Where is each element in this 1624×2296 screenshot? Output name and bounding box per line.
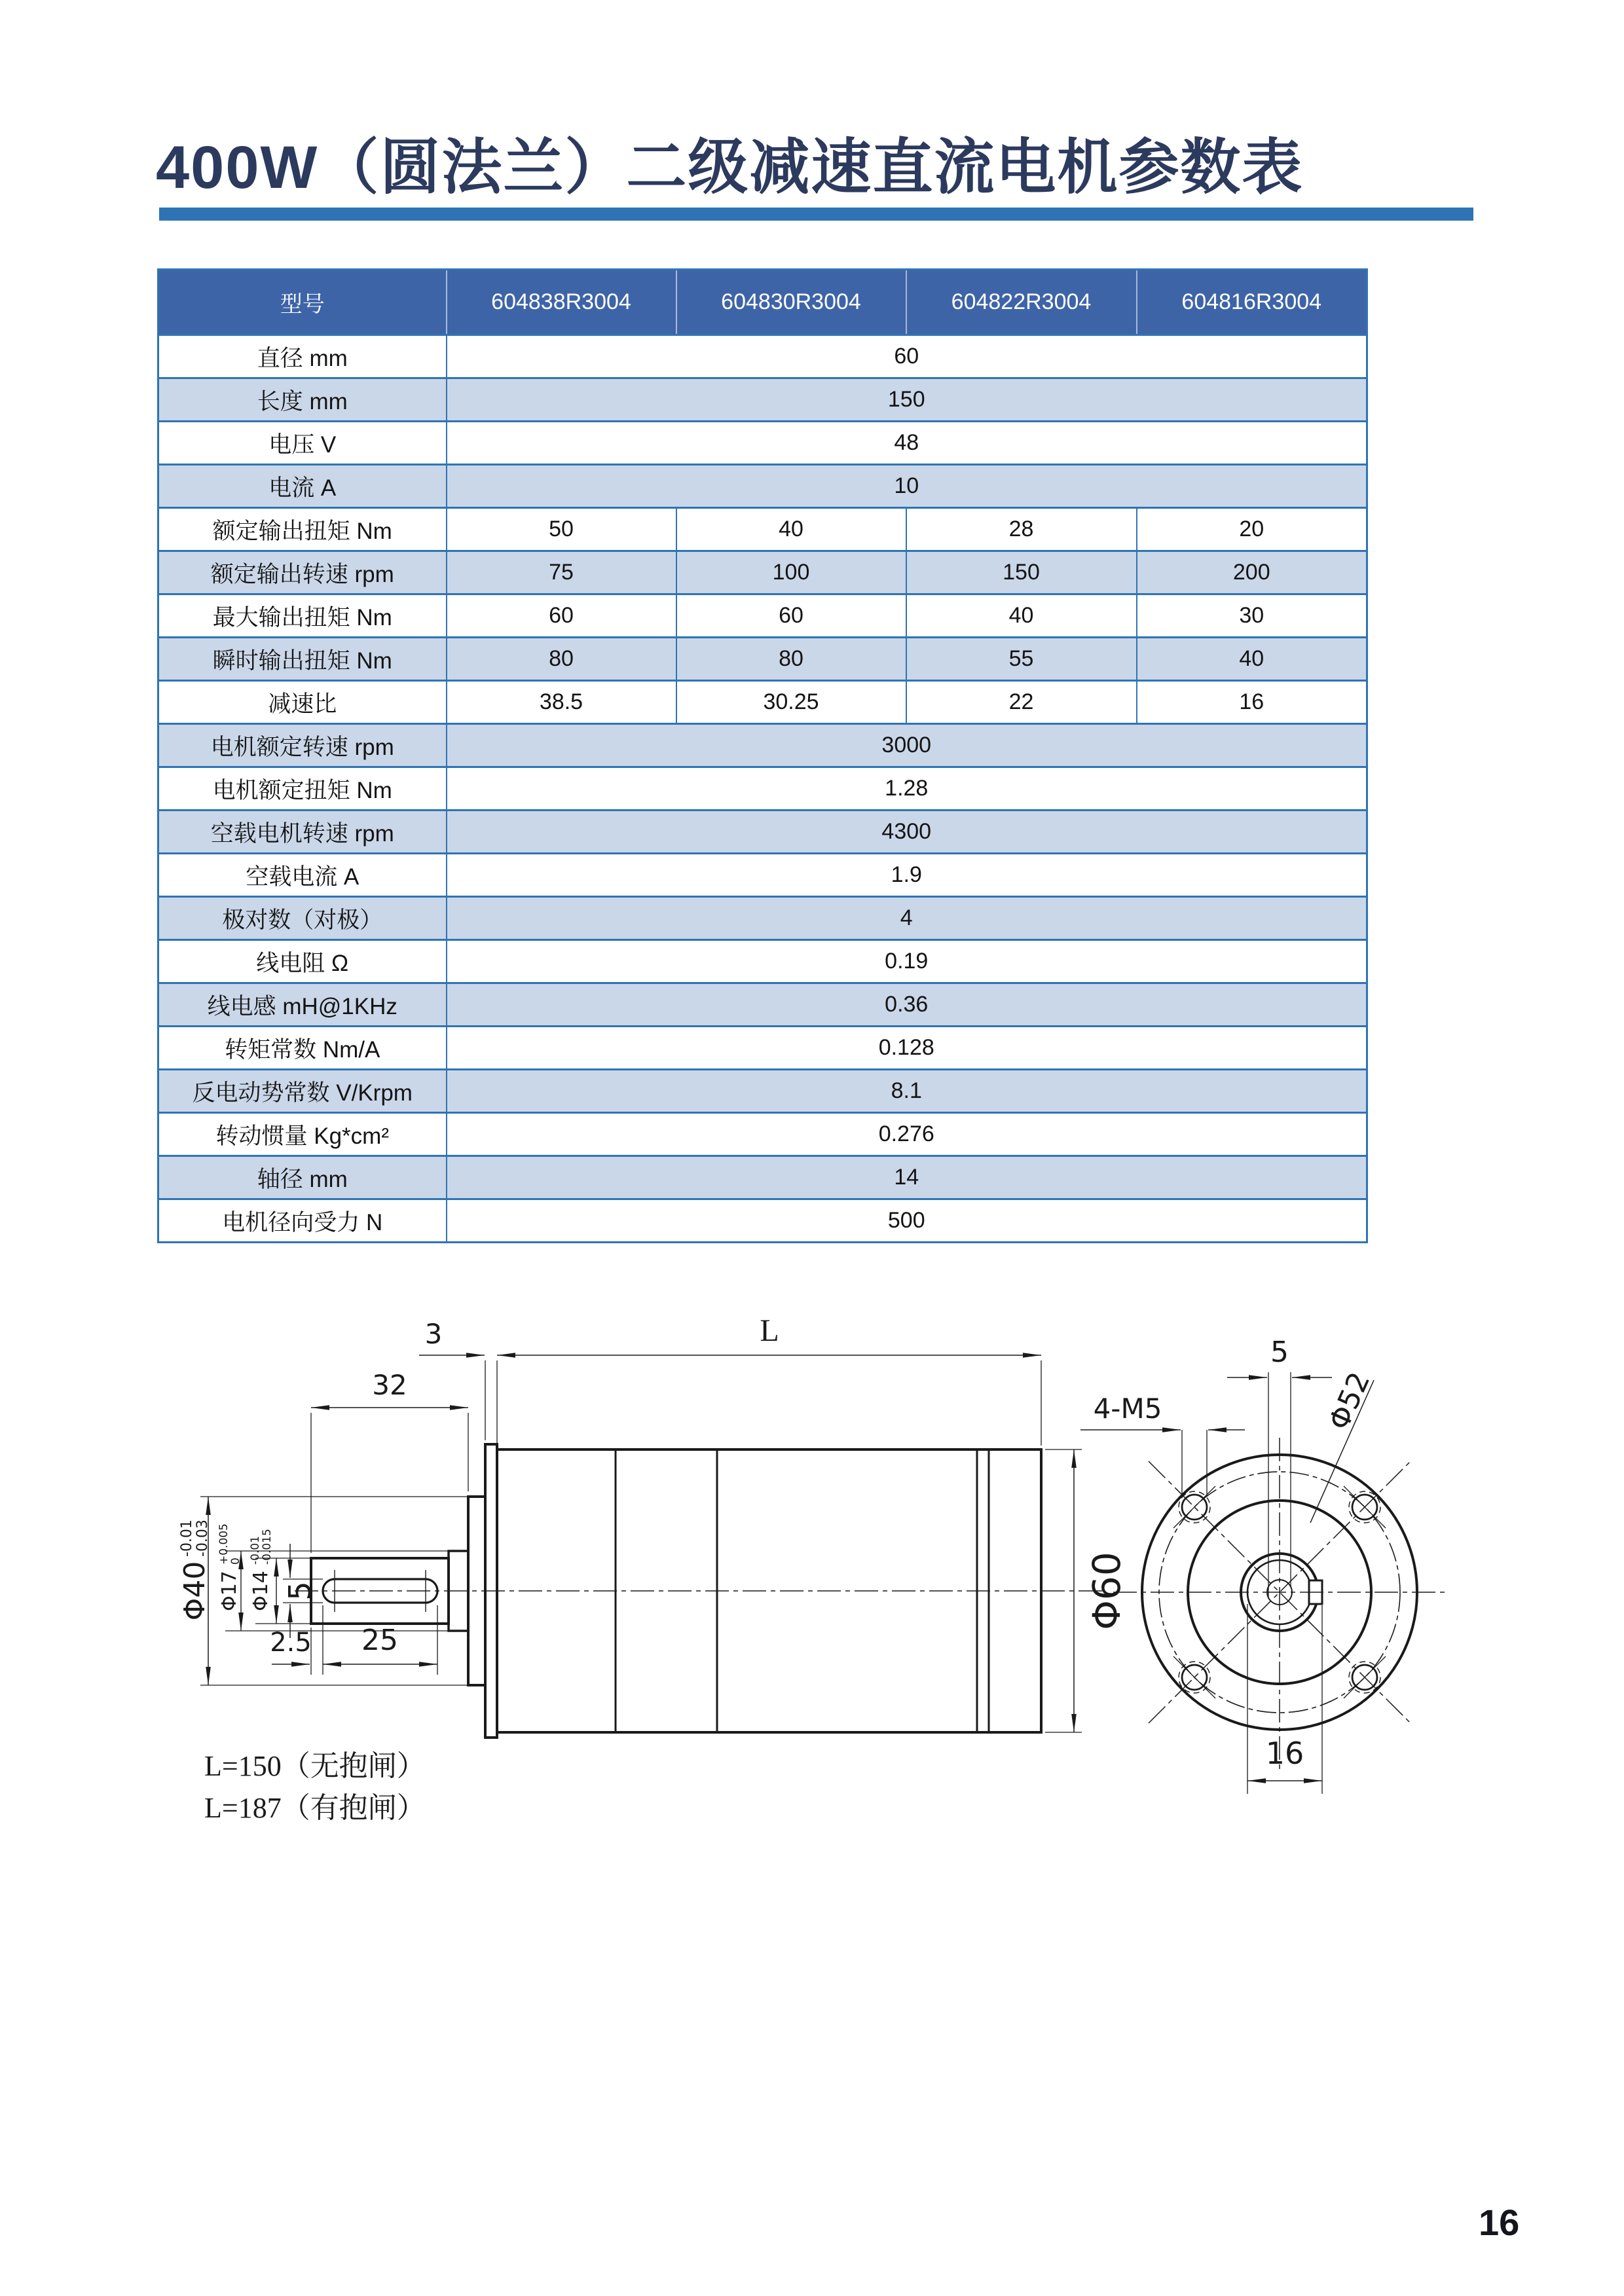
row-label: 额定输出扭矩 Nm <box>158 508 447 551</box>
table-row <box>158 638 1367 681</box>
cell-value: 38.5 <box>447 681 676 724</box>
row-label: 电机径向受力 N <box>158 1199 447 1243</box>
row-label: 线电感 mH@1KHz <box>158 983 447 1027</box>
table-row <box>158 508 1367 551</box>
cell-value: 50 <box>447 508 676 551</box>
svg-text:0: 0 <box>229 1558 242 1565</box>
cell-value: 55 <box>906 638 1137 681</box>
cell-merged-value: 1.9 <box>447 854 1367 897</box>
cell-value: 30 <box>1137 594 1367 638</box>
row-label: 瞬时输出扭矩 Nm <box>158 638 447 681</box>
row-label: 电压 V <box>158 422 447 465</box>
cell-value: 60 <box>676 594 906 638</box>
front-view <box>1080 1372 1449 1794</box>
cell-value: 20 <box>1137 508 1367 551</box>
table-row <box>158 767 1367 811</box>
row-label: 额定输出转速 rpm <box>158 551 447 594</box>
row-label: 电流 A <box>158 465 447 508</box>
cell-value: 80 <box>676 638 906 681</box>
side-view <box>200 1355 1105 1738</box>
dim-32: 32 <box>372 1369 407 1401</box>
cell-merged-value: 0.36 <box>447 983 1367 1027</box>
header-row <box>158 270 1367 335</box>
header-cell: 604830R3004 <box>676 270 906 335</box>
table-row <box>158 811 1367 854</box>
title-accent-bar <box>159 208 1473 221</box>
cell-merged-value: 48 <box>447 422 1367 465</box>
cell-value: 75 <box>447 551 676 594</box>
note-with-brake: L=187（有抱闸） <box>204 1792 426 1824</box>
dim-16: 16 <box>1265 1736 1304 1771</box>
row-label: 最大输出扭矩 Nm <box>158 594 447 638</box>
row-label: 极对数（对极） <box>158 897 447 940</box>
row-label: 直径 mm <box>158 335 447 378</box>
dim-5-front: 5 <box>1270 1336 1289 1369</box>
cell-value: 40 <box>906 594 1137 638</box>
svg-text:+0.005: +0.005 <box>217 1523 231 1565</box>
cell-merged-value: 3000 <box>447 724 1367 767</box>
note-no-brake: L=150（无抱闸） <box>204 1750 426 1782</box>
cell-value: 40 <box>1137 638 1367 681</box>
row-label: 减速比 <box>158 681 447 724</box>
dim-25: 25 <box>361 1624 398 1657</box>
table-row <box>158 1199 1367 1243</box>
table-row <box>158 1027 1367 1070</box>
cell-merged-value: 0.276 <box>447 1113 1367 1156</box>
svg-text:Φ14: Φ14 <box>249 1571 272 1611</box>
cell-merged-value: 150 <box>447 378 1367 422</box>
cell-merged-value: 500 <box>447 1199 1367 1243</box>
table-row <box>158 983 1367 1027</box>
front-view-dimensions <box>1094 1336 1377 1771</box>
row-label: 线电阻 Ω <box>158 940 447 983</box>
dim-phi60 <box>1084 1552 1129 1630</box>
cell-value: 80 <box>447 638 676 681</box>
svg-text:Φ40: Φ40 <box>178 1561 212 1621</box>
header-cell: 604822R3004 <box>906 270 1137 335</box>
row-label: 长度 mm <box>158 378 447 422</box>
row-label: 空载电流 A <box>158 854 447 897</box>
cell-value: 28 <box>906 508 1137 551</box>
row-label: 反电动势常数 V/Krpm <box>158 1070 447 1113</box>
dim-5-side <box>282 1581 318 1600</box>
cell-merged-value: 4300 <box>447 811 1367 854</box>
motor-parameter-table <box>157 268 1368 1243</box>
dim-2-5: 2.5 <box>270 1628 312 1658</box>
page-title: 400W（圆法兰）二级减速直流电机参数表 <box>156 134 1304 201</box>
cell-merged-value: 1.28 <box>447 767 1367 811</box>
cell-value: 200 <box>1137 551 1367 594</box>
table-row <box>158 378 1367 422</box>
row-label: 转动惯量 Kg*cm² <box>158 1113 447 1156</box>
cell-merged-value: 0.128 <box>447 1027 1367 1070</box>
dim-phi17 <box>217 1523 242 1611</box>
cell-merged-value: 60 <box>447 335 1367 378</box>
table-row <box>158 940 1367 983</box>
cell-merged-value: 10 <box>447 465 1367 508</box>
table-row <box>158 897 1367 940</box>
table-row <box>158 594 1367 638</box>
dim-phi14 <box>249 1529 274 1611</box>
table-body <box>158 335 1367 1243</box>
svg-text:-0.03: -0.03 <box>194 1520 211 1557</box>
svg-text:Φ17: Φ17 <box>218 1571 241 1611</box>
svg-text:5: 5 <box>282 1581 318 1601</box>
cell-value: 40 <box>676 508 906 551</box>
length-notes <box>204 1745 426 1829</box>
svg-text:-0.01: -0.01 <box>179 1520 195 1557</box>
row-label: 空载电机转速 rpm <box>158 811 447 854</box>
row-label: 转矩常数 Nm/A <box>158 1027 447 1070</box>
cell-merged-value: 0.19 <box>447 940 1367 983</box>
table-row <box>158 724 1367 767</box>
cell-value: 150 <box>906 551 1137 594</box>
svg-text:Φ52: Φ52 <box>1322 1367 1377 1435</box>
row-label: 电机额定转速 rpm <box>158 724 447 767</box>
table-row <box>158 1113 1367 1156</box>
svg-text:-0.01: -0.01 <box>249 1536 262 1565</box>
table-header <box>158 270 1367 335</box>
table-row <box>158 422 1367 465</box>
dim-phi40 <box>178 1520 212 1620</box>
header-cell-model: 型号 <box>158 270 447 335</box>
cell-value: 100 <box>676 551 906 594</box>
cell-value: 16 <box>1137 681 1367 724</box>
cell-value: 22 <box>906 681 1137 724</box>
bolt-callout: 4-M5 <box>1093 1393 1162 1425</box>
cell-merged-value: 8.1 <box>447 1070 1367 1113</box>
table-row <box>158 1156 1367 1199</box>
table-row <box>158 551 1367 594</box>
table-row <box>158 465 1367 508</box>
svg-text:Φ60: Φ60 <box>1084 1552 1129 1630</box>
row-label: 电机额定扭矩 Nm <box>158 767 447 811</box>
header-cell: 604838R3004 <box>447 270 676 335</box>
cell-value: 60 <box>447 594 676 638</box>
svg-text:-0.015: -0.015 <box>261 1529 274 1565</box>
dim-3: 3 <box>424 1318 443 1350</box>
cell-merged-value: 4 <box>447 897 1367 940</box>
table-row <box>158 1070 1367 1113</box>
side-view-dimensions <box>178 1313 1129 1658</box>
table-row <box>158 335 1367 378</box>
cell-value: 30.25 <box>676 681 906 724</box>
row-label: 轴径 mm <box>158 1156 447 1199</box>
table-row <box>158 854 1367 897</box>
page-number: 16 <box>1479 2202 1520 2243</box>
table-row <box>158 681 1367 724</box>
header-cell: 604816R3004 <box>1137 270 1367 335</box>
dim-L: L <box>760 1313 779 1348</box>
cell-merged-value: 14 <box>447 1156 1367 1199</box>
